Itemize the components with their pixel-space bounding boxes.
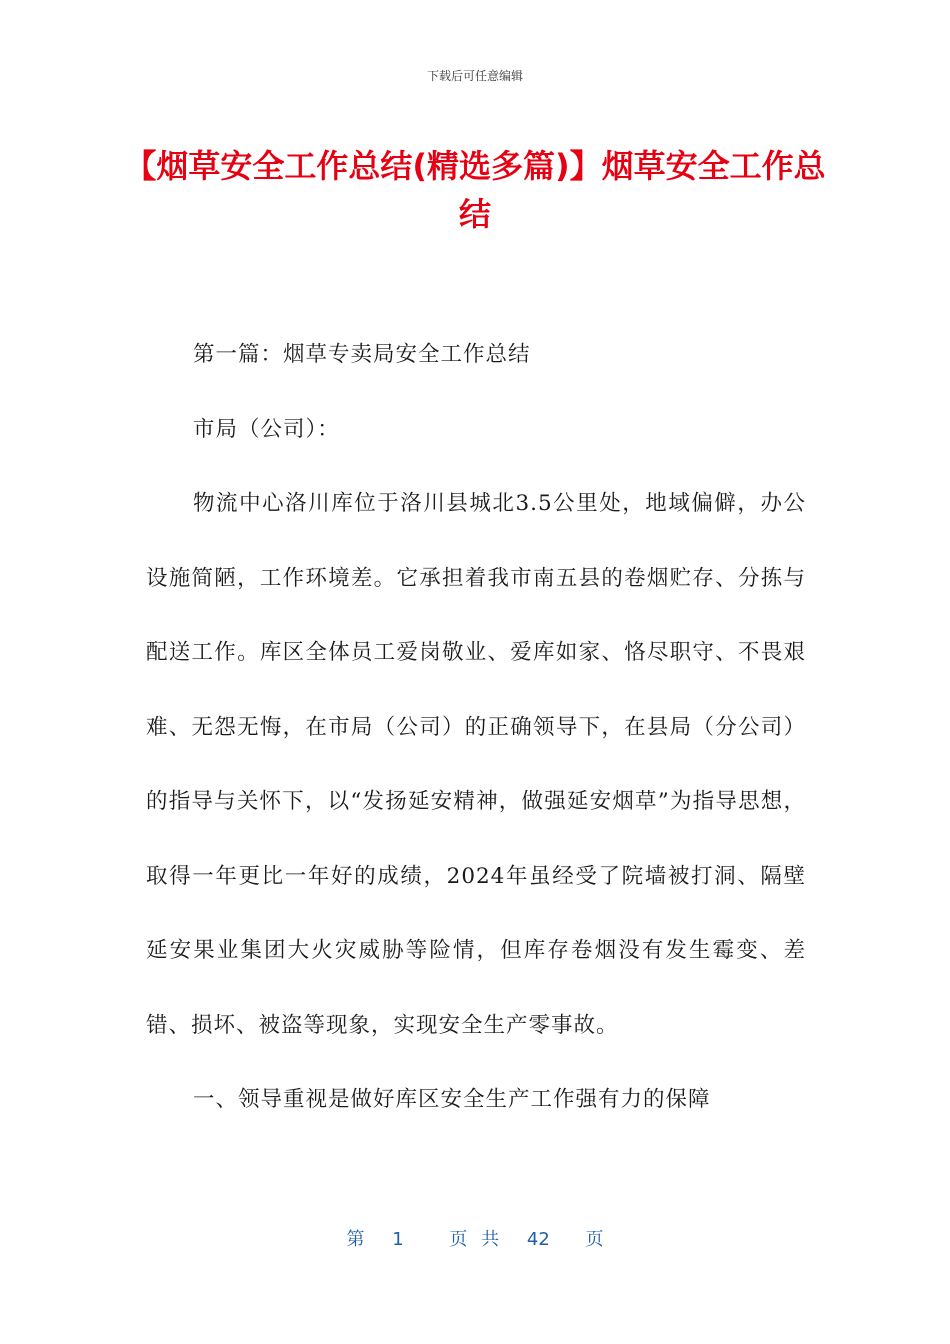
footer-page-mid: 页: [449, 1229, 468, 1250]
document-body: [146, 318, 806, 1138]
footer-page-suffix: 页: [585, 1229, 604, 1250]
subheading-1: 一、领导重视是做好库区安全生产工作强有力的保障: [193, 1087, 711, 1112]
header-note: 下载后可任意编辑: [426, 69, 523, 83]
footer-page-number: 1: [392, 1229, 404, 1250]
footer-total-label: 共: [481, 1229, 500, 1250]
salutation: 市局（公司）：: [193, 416, 340, 442]
footer-page-prefix: 第: [346, 1229, 365, 1250]
document-title: 【烟草安全工作总结(精选多篇)】烟草安全工作总结: [124, 147, 826, 233]
page-footer: [0, 1225, 950, 1251]
footer-total-pages: 42: [526, 1229, 550, 1250]
section-heading: 第一篇：烟草专卖局安全工作总结: [193, 342, 531, 367]
paragraph-1: 物流中心洛川库位于洛川县城北3.5公里处，地域偏僻，办公设施简陋，工作环境差。它承担着我市南五县的卷烟贮存、分拣与配送工作。库区全体员工爱岗敬业、爱库如家、恪尽职守、不畏艰难、无怨无悔，在市局（公司）的正确领导下，在县局（分公司）的指导与关怀下，以“发扬延安精神，做强延安烟草”为指导思想，取得一年更比一年好的成绩，2024年虽经受了院墙被打洞、隔壁延安果业集团大火灾威胁等险情，但库存卷烟没有发生霉变、差错、损坏、被盗等现象，实现安全生产零事故。: [146, 491, 806, 1038]
